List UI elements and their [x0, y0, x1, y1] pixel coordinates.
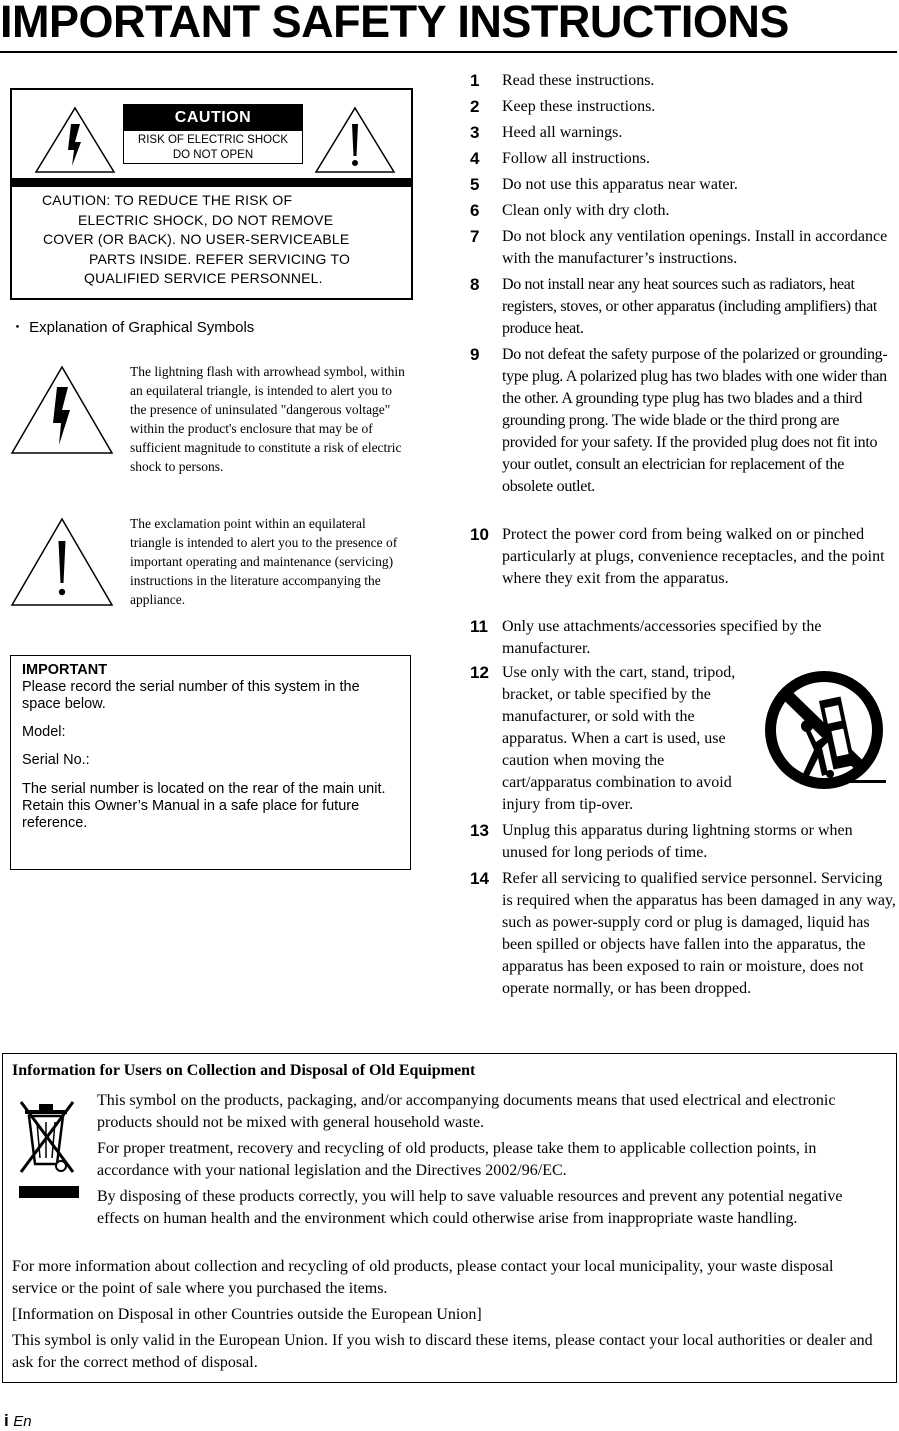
instruction-text: Do not use this apparatus near water.	[502, 176, 738, 193]
instruction-number: 5	[470, 175, 480, 194]
instruction-text: Use only with the cart, stand, tripod, bracket, or table specified by the manufacturer, or sold with the apparatus. When a cart is used, use caution when moving the cart/apparatus combination to avoid injury from tip-over.	[502, 664, 736, 813]
caution-risk-line: DO NOT OPEN	[172, 149, 254, 161]
caution-text-line: CAUTION: TO REDUCE THE RISK OF	[42, 192, 293, 208]
instruction-text: Protect the power cord from being walked on or pinched particularly at plugs, convenience receptacles, and the point where they exit from the apparatus.	[502, 526, 885, 587]
disposal-paragraph: For more information about collection and recycling of old products, please contact your local municipality, your waste disposal service or the point of sale where you purchased the items.	[12, 1258, 834, 1297]
explanation-heading: ・ Explanation of Graphical Symbols	[10, 319, 255, 336]
instruction-number: 12	[470, 663, 489, 682]
disposal-paragraph: For proper treatment, recovery and recycling of old products, please take them to applicable collection points, in accordance with your national legislation and the Directives 2002/96/EC.	[97, 1140, 817, 1179]
exclamation-symbol-icon	[10, 517, 114, 607]
instruction-number: 9	[470, 345, 480, 364]
instruction-number: 3	[470, 123, 480, 142]
lightning-symbol-description: The lightning flash with arrowhead symbol, within an equilateral triangle, is intended to alert you to the presence of uninsulated "dangerous voltage" within the product's enclosure that may be of sufficient magnitude to constitute a risk of electric shock to persons.	[130, 364, 405, 474]
page-footer	[4, 1411, 32, 1431]
caution-text-line: QUALIFIED SERVICE PERSONNEL.	[84, 270, 323, 286]
caution-text-line: PARTS INSIDE. REFER SERVICING TO	[89, 250, 351, 267]
language-code: En	[13, 1413, 32, 1430]
instruction-text: Only use attachments/accessories specified by the manufacturer.	[502, 618, 822, 657]
serial-label: Serial No.:	[22, 752, 90, 768]
instruction-text: Do not install near any heat sources such as radiators, heat registers, stoves, or other apparatus (including amplifiers) that produce heat.	[502, 276, 877, 337]
title-rule	[0, 51, 897, 53]
instruction-number: 13	[470, 821, 489, 840]
instruction-number: 7	[470, 227, 480, 246]
important-serial-box	[10, 655, 411, 870]
instruction-text: Do not defeat the safety purpose of the polarized or grounding-type plug. A polarized plug has two blades with one wider than the other. A grounding type plug has two blades and a third grounding prong. The wide blade or the third prong are provided for your safety. If the provided plug does not fit into your outlet, consult an electrician for replacement of the obsolete outlet.	[502, 346, 888, 495]
instruction-text: Clean only with dry cloth.	[502, 202, 670, 219]
page-number: i	[4, 1411, 9, 1430]
caution-label-box	[10, 88, 413, 300]
disposal-paragraph: This symbol is only valid in the European Union. If you wish to discard these items, please contact your local authorities or dealer and ask for the correct method of disposal.	[12, 1332, 873, 1371]
disposal-paragraph: By disposing of these products correctly, you will help to save valuable resources and prevent any potential negative effects on human health and the environment which could otherwise arise from inappropriate waste handling.	[97, 1188, 843, 1227]
caution-text-line: ELECTRIC SHOCK, DO NOT REMOVE	[78, 211, 334, 228]
weee-crossed-bin-icon	[17, 1094, 79, 1198]
disposal-title: Information for Users on Collection and Disposal of Old Equipment	[12, 1062, 476, 1079]
instruction-number: 6	[470, 201, 480, 220]
disposal-paragraph: This symbol on the products, packaging, and/or accompanying documents means that used electrical and electronic products should not be mixed with general household waste.	[97, 1092, 836, 1131]
page-title: IMPORTANT SAFETY INSTRUCTIONS	[0, 0, 789, 47]
exclamation-symbol-description: The exclamation point within an equilateral triangle is intended to alert you to the presence of important operating and maintenance (servicing) instructions in the literature accompanying the appliance.	[130, 516, 398, 607]
instruction-number: 1	[470, 71, 480, 90]
instruction-text: Read these instructions.	[502, 72, 655, 89]
instruction-text: Do not block any ventilation openings. Install in accordance with the manufacturer’s instructions.	[502, 228, 888, 267]
instruction-text: Follow all instructions.	[502, 150, 650, 167]
instruction-number: 10	[470, 525, 489, 544]
caution-text	[12, 191, 411, 289]
cart-tip-over-warning-icon	[762, 668, 886, 800]
model-label: Model:	[22, 724, 66, 740]
disposal-paragraph: [Information on Disposal in other Countries outside the European Union]	[12, 1306, 482, 1323]
instruction-number: 2	[470, 97, 480, 116]
instruction-number: 14	[470, 869, 489, 888]
exclamation-triangle-icon	[314, 106, 396, 174]
disposal-info-box	[2, 1053, 897, 1383]
instruction-text: Unplug this apparatus during lightning storms or when unused for long periods of time.	[502, 822, 853, 861]
instruction-text: Refer all servicing to qualified service personnel. Servicing is required when the apparatus has been damaged in any way, such as power-supply cord or plug is damaged, liquid has been spilled or objects have fallen into the apparatus, the apparatus has been exposed to rain or moisture, does not operate normally, or has been dropped.	[502, 870, 896, 997]
important-heading: IMPORTANT	[22, 662, 108, 678]
retain-manual-note: Retain this Owner’s Manual in a safe place for future reference.	[22, 798, 360, 831]
caution-risk-line: RISK OF ELECTRIC SHOCK	[137, 134, 289, 146]
caution-sign	[123, 104, 303, 164]
lightning-triangle-icon	[34, 106, 116, 174]
instruction-number: 11	[470, 617, 488, 636]
instruction-number: 8	[470, 275, 480, 294]
instruction-text: Heed all warnings.	[502, 124, 623, 141]
important-intro: Please record the serial number of this system in the space below.	[22, 679, 360, 712]
lightning-symbol-icon	[10, 365, 114, 455]
caution-word: CAUTION	[124, 105, 302, 131]
instruction-text: Keep these instructions.	[502, 98, 656, 115]
serial-location-note: The serial number is located on the rear of the main unit.	[22, 781, 386, 797]
caution-separator	[12, 178, 411, 187]
caution-text-line: COVER (OR BACK). NO USER-SERVICEABLE	[43, 231, 350, 247]
instruction-number: 4	[470, 149, 480, 168]
